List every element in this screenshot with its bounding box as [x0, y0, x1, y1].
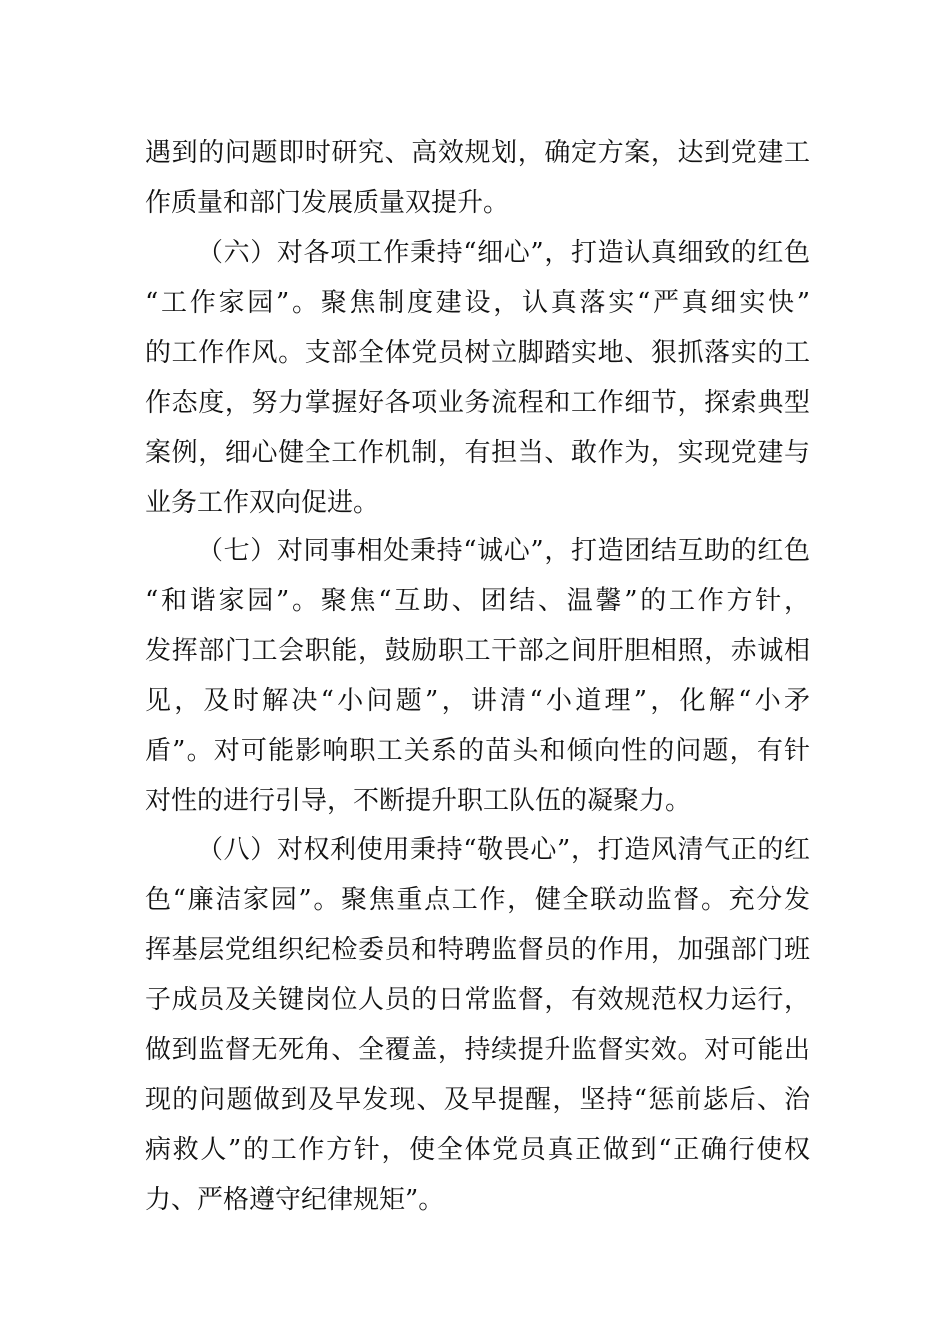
text-line: 见，及时解决“小问题”，讲清“小道理”，化解“小矛: [145, 686, 810, 716]
text-line: 遇到的问题即时研究、高效规划，确定方案，达到党建工: [145, 138, 810, 168]
text-line: 发挥部门工会职能，鼓励职工干部之间肝胆相照，赤诚相: [145, 636, 810, 666]
text-line: 病救人”的工作方针，使全体党员真正做到“正确行使权: [145, 1135, 810, 1165]
text-line: 案例，细心健全工作机制，有担当、敢作为，实现党建与: [145, 438, 810, 468]
text-line: 作态度，努力掌握好各项业务流程和工作细节，探索典型: [145, 388, 810, 418]
text-line: 对性的进行引导，不断提升职工队伍的凝聚力。: [145, 786, 692, 816]
text-line: 业务工作双向促进。: [145, 488, 380, 518]
text-line: “和谐家园”。聚焦“互助、团结、温馨”的工作方针，: [145, 586, 810, 616]
text-line: “工作家园”。聚焦制度建设，认真落实“严真细实快”: [145, 288, 810, 318]
paragraph-start-line: （六）对各项工作秉持“细心”，打造认真细致的红色: [197, 238, 810, 268]
text-line: 的工作作风。支部全体党员树立脚踏实地、狠抓落实的工: [145, 338, 810, 368]
text-line: 现的问题做到及早发现、及早提醒，坚持“惩前毖后、治: [145, 1085, 810, 1115]
text-line: 盾”。对可能影响职工关系的苗头和倾向性的问题，有针: [145, 736, 810, 766]
text-line: 子成员及关键岗位人员的日常监督，有效规范权力运行，: [145, 985, 810, 1015]
paragraph-start-line: （七）对同事相处秉持“诚心”，打造团结互助的红色: [197, 536, 810, 566]
text-line: 挥基层党组织纪检委员和特聘监督员的作用，加强部门班: [145, 935, 810, 965]
text-line: 做到监督无死角、全覆盖，持续提升监督实效。对可能出: [145, 1035, 810, 1065]
text-line: 力、严格遵守纪律规矩”。: [145, 1185, 445, 1215]
text-line: 色“廉洁家园”。聚焦重点工作，健全联动监督。充分发: [145, 885, 810, 915]
text-line: 作质量和部门发展质量双提升。: [145, 188, 510, 218]
paragraph-start-line: （八）对权利使用秉持“敬畏心”，打造风清气正的红: [197, 835, 810, 865]
